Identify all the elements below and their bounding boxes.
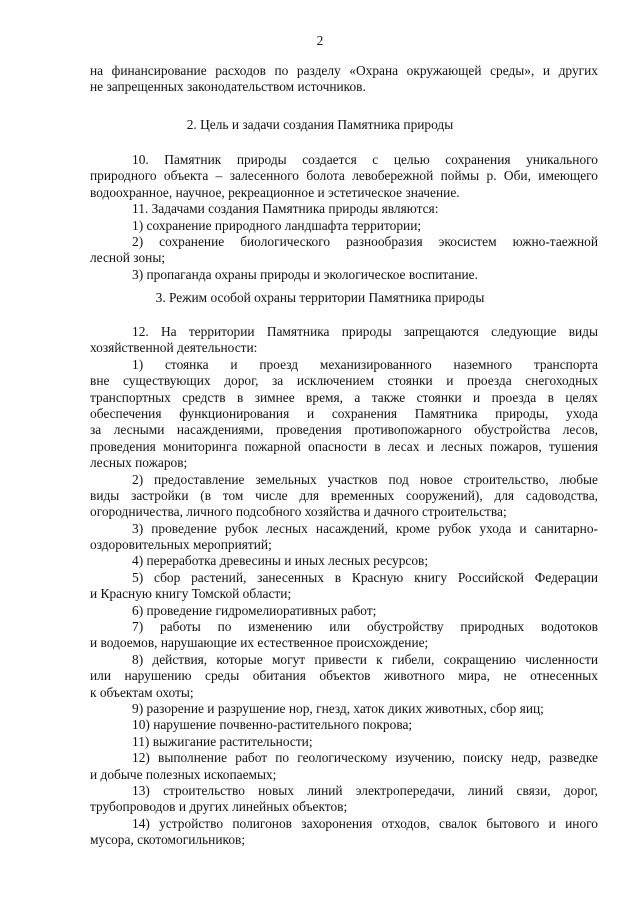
text-line: 14) устройство полигонов захоронения отходов, свалок бытового и иного — [132, 815, 598, 831]
text-line: проведения мониторинга пожарной опасности в лесах и лесных пожаров, тушения — [90, 438, 598, 454]
list-item — [90, 652, 598, 701]
text-line: 7) работы по изменению или обустройству природных водотоков — [132, 619, 598, 635]
text-line: мусора, скотомогильников; — [90, 832, 246, 848]
text-line: 9) разорение и разрушение нор, гнезд, хаток диких животных, сбор яиц; — [132, 700, 544, 716]
text-line: 6) проведение гидромелиоративных работ; — [132, 602, 377, 618]
text-line: лесных пожаров; — [90, 455, 188, 471]
text-line: 8) действия, которые могут привести к гибели, сокращению численности — [132, 651, 598, 667]
text-line: 10) нарушение почвенно-растительного покрова; — [132, 717, 413, 733]
list-item — [90, 816, 598, 849]
list-item — [90, 734, 598, 750]
text-line: 11) выжигание растительности; — [132, 733, 313, 749]
text-line: 10. Памятник природы создается с целью сохранения уникального — [132, 152, 598, 167]
list-item — [90, 603, 598, 619]
text-line: 5) сбор растений, занесенных в Красную книгу Российской Федерации — [132, 569, 598, 585]
list-item — [90, 472, 598, 521]
list-item — [90, 570, 598, 603]
text-line: огородничества, личного подсобного хозяйства и дачного строительства; — [90, 504, 507, 520]
text-line: 12) выполнение работ по геологическому изучению, поиску недр, разведке — [132, 750, 598, 766]
list-item — [90, 750, 598, 783]
text-line: и добыче полезных ископаемых; — [90, 766, 277, 782]
text-line: оздоровительных мероприятий; — [90, 537, 272, 553]
list-item — [90, 717, 598, 733]
text-line: на финансирование расходов по разделу «Охрана окружающей среды», и других — [90, 63, 598, 78]
text-line: хозяйственной деятельности: — [90, 340, 258, 356]
section-2-heading: 2. Цель и задачи создания Памятника природы — [186, 117, 454, 132]
text-line: 2) сохранение биологического разнообразия экосистем южно-таежной — [132, 233, 598, 249]
text-line: 11. Задачами создания Памятника природы являются: — [132, 201, 439, 217]
text-line: 1) сохранение природного ландшафта территории; — [132, 217, 422, 233]
text-line: 2) предоставление земельных участков под новое строительство, любые — [132, 471, 598, 487]
text-line: транспортных средств в зимнее время, а также стоянки и проезда в целях — [90, 389, 598, 405]
text-line: за лесными насаждениями, проведения противопожарного обустройства лесов, — [90, 422, 598, 438]
text-line: обеспечения функционирования и сохранения Памятника природы, ухода — [90, 405, 598, 421]
list-item — [90, 701, 598, 717]
page-number: 2 — [316, 33, 324, 48]
section-3-heading: 3. Режим особой охраны территории Памятника природы — [155, 290, 485, 305]
intro-paragraph — [90, 63, 598, 96]
section-2-body — [90, 152, 598, 283]
text-line: природного объекта – залесенного болота левобережной поймы р. Оби, имеющего — [90, 168, 598, 184]
list-item — [90, 619, 598, 652]
text-line: и водоемов, нарушающие их естественное происхождение; — [90, 635, 429, 651]
text-line: 3) проведение рубок лесных насаждений, кроме рубок ухода и санитарно- — [132, 520, 598, 536]
list-item — [90, 783, 598, 816]
text-line: трубопроводов и других линейных объектов; — [90, 799, 348, 815]
text-line: 1) стоянка и проезд механизированного наземного транспорта — [132, 356, 598, 372]
list-item — [90, 357, 598, 472]
text-line: и Красную книгу Томской области; — [90, 586, 292, 602]
text-line: вне существующих дорог, за исключением стоянки и проезда снегоходных — [90, 373, 598, 389]
list-item — [90, 521, 598, 554]
text-line: не запрещенных законодательством источников. — [90, 79, 366, 95]
list-item — [90, 553, 598, 569]
text-line: водоохранное, научное, рекреационное и эстетическое значение. — [90, 184, 460, 200]
text-line: 13) строительство новых линий электропередачи, линий связи, дорог, — [132, 782, 598, 798]
section-3-body — [90, 324, 598, 849]
prohibited-activities-list — [90, 357, 598, 849]
text-line: 12. На территории Памятника природы запрещаются следующие виды — [132, 324, 598, 339]
text-line: или нарушению среды обитания объектов животного мира, не отнесенных — [90, 668, 598, 684]
text-line: 3) пропаганда охраны природы и экологическое воспитание. — [132, 266, 478, 282]
text-line: лесной зоны; — [90, 250, 166, 266]
text-line: к объектам охоты; — [90, 684, 194, 700]
text-line: 4) переработка древесины и иных лесных ресурсов; — [132, 553, 429, 569]
text-line: виды застройки (в том числе для временных сооружений), для садоводства, — [90, 487, 598, 503]
